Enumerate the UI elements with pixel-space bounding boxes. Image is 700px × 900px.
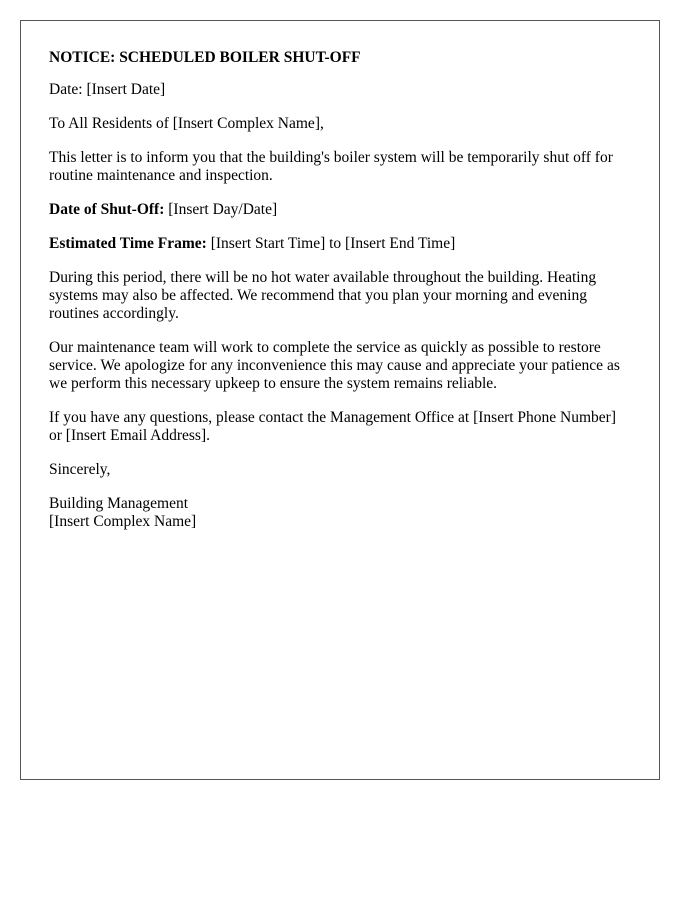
- signature-name: Building Management: [49, 495, 189, 512]
- period-paragraph: During this period, there will be no hot water available throughout the building. Heating systems may also be affected. We recommend that you plan your morning and evening routines accordingly.: [49, 269, 597, 322]
- signature-complex: [Insert Complex Name]: [49, 513, 197, 530]
- closing: Sincerely,: [49, 461, 111, 478]
- notice-title: NOTICE: SCHEDULED BOILER SHUT-OFF: [49, 49, 361, 66]
- contact-paragraph: If you have any questions, please contact the Management Office at [Insert Phone Number] or [Insert Email Address].: [49, 409, 616, 444]
- shutoff-date-label: Date of Shut-Off:: [49, 201, 165, 218]
- salutation: To All Residents of [Insert Complex Name],: [49, 115, 324, 132]
- timeframe-line: [49, 235, 631, 253]
- intro-paragraph: This letter is to inform you that the building's boiler system will be temporarily shut off for routine maintenance and inspection.: [49, 149, 613, 184]
- letter-page: [20, 20, 660, 780]
- timeframe-label: Estimated Time Frame:: [49, 235, 207, 252]
- shutoff-date-line: [49, 201, 631, 219]
- date-line: Date: [Insert Date]: [49, 81, 166, 98]
- shutoff-date-value: [Insert Day/Date]: [164, 201, 278, 218]
- timeframe-value: [Insert Start Time] to [Insert End Time]: [206, 235, 456, 252]
- team-paragraph: Our maintenance team will work to complete the service as quickly as possible to restore service. We apologize for any inconvenience this may cause and appreciate your patience as we perform this necessary upkeep to ensure the system remains reliable.: [49, 339, 620, 392]
